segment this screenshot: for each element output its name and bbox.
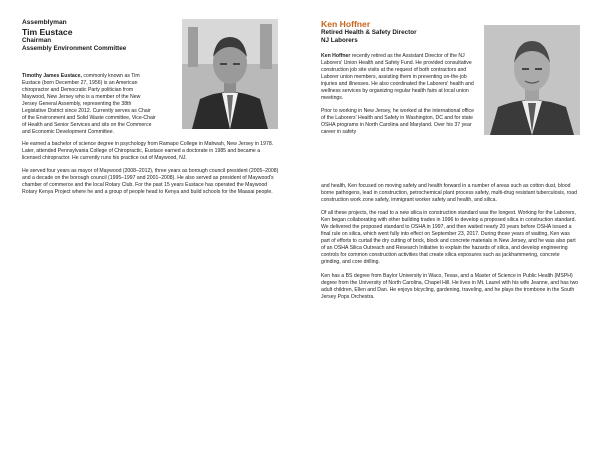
right-bio-paragraph-3: Of all these projects, the road to a new silica in construction standard was the longest. Working for the Laborers, Ken began collaborating with other building trades in 1996 to develop a proposed silica in construction standard. We delivered the proposed standard to OSHA in 1997, and then waited nearly 20 years before OSHA issued a final rule on silica, which went fully into effect on September 23, 2017. During those years of waiting, Ken was part of efforts to curtail the dry cutting of brick, block and concrete materials in New Jersey, and he was also part of an OSHA Silica Outreach and Research Initiative to explain the hazards of silica, and develop engineering controls for common construction activities that create silica exposures such as jackhammering, concrete grinding, and core drilling.	[321, 210, 576, 266]
right-portrait-photo	[484, 25, 580, 135]
right-name: Ken Hoffner	[321, 19, 371, 29]
left-bio-paragraph-1-text: commonly known as Tim Eustace (born December 27, 1956) is an American chiropractor and Democratic Party politician from Maywood, New Jersey who is a member of the New Jersey General Assembly, representing the 38th Legislative District since 2012. Currently serves as Chair of the Environment and Solid Waste committee, Vice-Chair of Health and Senior Services and sits on the Commerce and Economic Development Committee.	[22, 73, 156, 136]
right-bio-paragraph-1	[321, 53, 475, 102]
right-header	[321, 19, 417, 44]
right-role-line1: Retired Health & Safety Director	[321, 29, 417, 36]
right-bio-paragraph-2b: and health, Ken focused on moving safety and health forward in a number of areas such as cotton dust, blood borne pathogens, lead in construction, petrochemical plant process safety, multi-drug resistant tuberculosis, road construction work zone safety, immigrant worker safety and health, and silica.	[321, 183, 577, 204]
left-bio-lead-name: Timothy James Eustace,	[22, 73, 82, 79]
left-bio-paragraph-3: He served four years as mayor of Maywood (2008–2012), three years as borough council president (2005–2008) and a decade on the borough council (1995–1997 and 2001–2008). He also served as president of Maywood's chamber of commerce and the local Rotary Club. For the past 15 years Eustace has operated the Maywood Rotary Kenya Project where he and a group of people head to Kenya and build schools for the Maasai people.	[22, 168, 279, 196]
left-bio-paragraph-1	[22, 73, 156, 136]
right-role-line2: NJ Laborers	[321, 36, 358, 44]
portrait-illustration-icon	[182, 19, 278, 129]
left-role-line2: Assembly Environment Committee	[22, 44, 127, 52]
right-bio-body	[321, 183, 579, 307]
left-bio-body	[22, 141, 279, 202]
right-bio-paragraph-1-text: recently retired as the Assistant Director of the NJ Laborers' Union Health and Safety Fund. He provided consultative construction job site visits at the request of both contractors and Laborer union members, assisting them in preventing on-the-job injuries and illnesses. He also coordinated the Laborers' health and wellness services by organizing regular health fairs at local union meetings.	[321, 53, 474, 102]
left-bio-intro	[22, 73, 156, 142]
left-header	[22, 19, 126, 52]
right-bio-paragraph-4: Ken has a BS degree from Baylor University in Waco, Texas, and a Master of Science in Public Health (MSPH) degree from the University of North Carolina, Chapel Hill. He lives in Mt. Laurel with his wife Jeanne, and has two adult children, Ellen and Dan. He enjoys bicycling, gardening, traveling, and he plays the trombone in the South Jersey Pops Orchestra.	[321, 272, 579, 300]
right-bio-intro	[321, 53, 475, 137]
left-portrait-photo	[182, 19, 278, 129]
left-name: Tim Eustace	[22, 27, 73, 37]
right-bio-lead-name: Ken Hoffner	[321, 53, 351, 59]
left-bio-paragraph-2: He earned a bachelor of science degree in psychology from Ramapo College in Mahwah, New Jersey in 1978. Later, attended Pennsylvania College of Chiropractic, Eustace earned a doctorate in 1985 and became a licensed chiropractor. He currently runs his practice out of Maywood, NJ.	[22, 141, 274, 162]
right-bio-paragraph-2a: Prior to working in New Jersey, he worked at the international office of the Laborers' Health and Safety in Washington, DC and for state OSHA programs in North Carolina and Maryland. Over his 37 year career in safety	[321, 108, 474, 136]
left-title-prefix: Assemblyman	[22, 19, 67, 26]
left-role-line1: Chairman	[22, 37, 52, 44]
portrait-illustration-icon	[484, 25, 580, 135]
